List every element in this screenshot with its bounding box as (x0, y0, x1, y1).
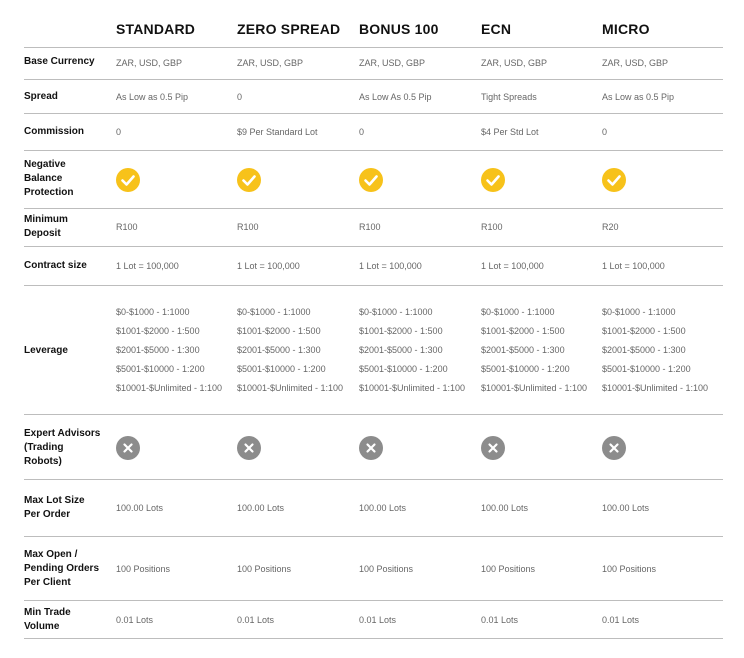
cell: ZAR, USD, GBP (481, 58, 548, 68)
leverage-tier: $10001-$Unlimited - 1:100 (602, 383, 709, 393)
cross-icon (481, 436, 505, 460)
table-row-min-trade-volume (24, 600, 723, 639)
cell: 0 (116, 127, 122, 137)
row-label (24, 606, 106, 634)
leverage-tier: $5001-$10000 - 1:200 (116, 364, 205, 374)
leverage-tier: $1001-$2000 - 1:500 (359, 326, 443, 336)
cell: $9 Per Standard Lot (237, 127, 318, 137)
cell: R100 (359, 222, 381, 232)
cell: Tight Spreads (481, 92, 537, 102)
leverage-tier: $2001-$5000 - 1:300 (237, 345, 321, 355)
cell: R20 (602, 222, 619, 232)
column-header-zero-spread: ZERO SPREAD (237, 21, 341, 37)
leverage-tier: $10001-$Unlimited - 1:100 (481, 383, 588, 393)
row-label-line: (Trading (24, 442, 64, 453)
leverage-tier: $2001-$5000 - 1:300 (481, 345, 565, 355)
cell: 1 Lot = 100,000 (602, 261, 665, 271)
cell: R100 (116, 222, 138, 232)
cell: 100.00 Lots (481, 503, 529, 513)
leverage-tier: $0-$1000 - 1:1000 (237, 307, 311, 317)
row-label-line: Robots) (24, 456, 62, 467)
table-row-commission (24, 113, 723, 150)
cell: 0.01 Lots (481, 615, 519, 625)
row-label-line: Pending Orders (24, 563, 100, 574)
column-header-ecn: ECN (481, 21, 512, 37)
cell: 100 Positions (116, 564, 171, 574)
row-label-line: Deposit (24, 228, 61, 239)
check-icon (116, 168, 140, 192)
cell: 1 Lot = 100,000 (359, 261, 422, 271)
leverage-tier: $10001-$Unlimited - 1:100 (116, 383, 223, 393)
table-header (0, 0, 744, 47)
leverage-tier: $0-$1000 - 1:1000 (602, 307, 676, 317)
row-label-line: Per Client (24, 577, 71, 588)
cell: 1 Lot = 100,000 (481, 261, 544, 271)
cell: 100 Positions (602, 564, 657, 574)
cross-icon (237, 436, 261, 460)
cell: ZAR, USD, GBP (237, 58, 304, 68)
table-row-base-currency (24, 47, 723, 79)
leverage-tier: $0-$1000 - 1:1000 (116, 307, 190, 317)
cell: 0.01 Lots (116, 615, 154, 625)
row-label-line: Negative (24, 159, 66, 170)
cell: R100 (237, 222, 259, 232)
cell: 1 Lot = 100,000 (116, 261, 179, 271)
row-label (24, 548, 114, 590)
cell: 0.01 Lots (359, 615, 397, 625)
row-label: Leverage (24, 345, 68, 356)
row-label-line: Volume (24, 621, 60, 632)
table-row-leverage (24, 285, 723, 414)
leverage-tier: $10001-$Unlimited - 1:100 (237, 383, 344, 393)
row-label-line: Max Lot Size (24, 495, 85, 506)
cell: 0.01 Lots (237, 615, 275, 625)
check-icon (359, 168, 383, 192)
leverage-tier: $10001-$Unlimited - 1:100 (359, 383, 466, 393)
row-label: Base Currency (24, 56, 95, 67)
leverage-tier: $1001-$2000 - 1:500 (237, 326, 321, 336)
leverage-tier: $5001-$10000 - 1:200 (481, 364, 570, 374)
check-icon (237, 168, 261, 192)
leverage-tier: $1001-$2000 - 1:500 (116, 326, 200, 336)
cell: 0 (359, 127, 365, 137)
row-label-line: Protection (24, 187, 74, 198)
cell: 100 Positions (237, 564, 292, 574)
row-label-line: Max Open / (24, 549, 78, 560)
table-row-minimum-deposit (24, 208, 723, 246)
table-row-spread (24, 79, 723, 113)
column-header-bonus-100: BONUS 100 (359, 21, 439, 37)
table-row-max-open-pending-orders (24, 536, 723, 600)
cell: 1 Lot = 100,000 (237, 261, 300, 271)
leverage-tier: $5001-$10000 - 1:200 (602, 364, 691, 374)
cell: As Low as 0.5 Pip (116, 92, 189, 102)
cell: 100.00 Lots (116, 503, 164, 513)
table-row-max-lot-size (24, 479, 723, 536)
row-label (24, 494, 106, 522)
cell: 100.00 Lots (602, 503, 650, 513)
cell: $4 Per Std Lot (481, 127, 539, 137)
cross-icon (602, 436, 626, 460)
cell: 0.01 Lots (602, 615, 640, 625)
leverage-tier: $2001-$5000 - 1:300 (116, 345, 200, 355)
leverage-tier: $1001-$2000 - 1:500 (602, 326, 686, 336)
cell: ZAR, USD, GBP (116, 58, 183, 68)
leverage-tier: $0-$1000 - 1:1000 (481, 307, 555, 317)
leverage-tier: $0-$1000 - 1:1000 (359, 307, 433, 317)
cell: ZAR, USD, GBP (359, 58, 426, 68)
check-icon (602, 168, 626, 192)
cell: R100 (481, 222, 503, 232)
leverage-tier: $5001-$10000 - 1:200 (237, 364, 326, 374)
cell: 100.00 Lots (237, 503, 285, 513)
row-label (24, 158, 106, 200)
row-label-line: Per Order (24, 509, 71, 520)
cell: 100.00 Lots (359, 503, 407, 513)
cell: ZAR, USD, GBP (602, 58, 669, 68)
row-label-line: Min Trade (24, 607, 71, 618)
leverage-tier: $2001-$5000 - 1:300 (359, 345, 443, 355)
table-row-contract-size (24, 246, 723, 285)
leverage-tier: $5001-$10000 - 1:200 (359, 364, 448, 374)
row-label (24, 213, 106, 241)
leverage-tier: $2001-$5000 - 1:300 (602, 345, 686, 355)
cell: As Low As 0.5 Pip (359, 92, 432, 102)
comparison-table (24, 47, 723, 639)
cell: 0 (237, 92, 243, 102)
leverage-tier: $1001-$2000 - 1:500 (481, 326, 565, 336)
column-header-micro: MICRO (602, 21, 650, 37)
row-label: Contract size (24, 260, 87, 271)
check-icon (481, 168, 505, 192)
row-label (24, 427, 114, 469)
table-row-expert-advisors (24, 414, 723, 479)
cross-icon (359, 436, 383, 460)
cell: 100 Positions (481, 564, 536, 574)
row-label-line: Balance (24, 173, 63, 184)
row-label: Commission (24, 126, 85, 137)
cell: As Low as 0.5 Pip (602, 92, 675, 102)
row-label-line: Minimum (24, 214, 68, 225)
cell: 100 Positions (359, 564, 414, 574)
column-header-standard: STANDARD (116, 21, 196, 37)
cell: 0 (602, 127, 608, 137)
cross-icon (116, 436, 140, 460)
table-row-negative-balance-protection (24, 150, 723, 208)
row-label-line: Expert Advisors (24, 428, 101, 439)
row-label: Spread (24, 91, 58, 102)
